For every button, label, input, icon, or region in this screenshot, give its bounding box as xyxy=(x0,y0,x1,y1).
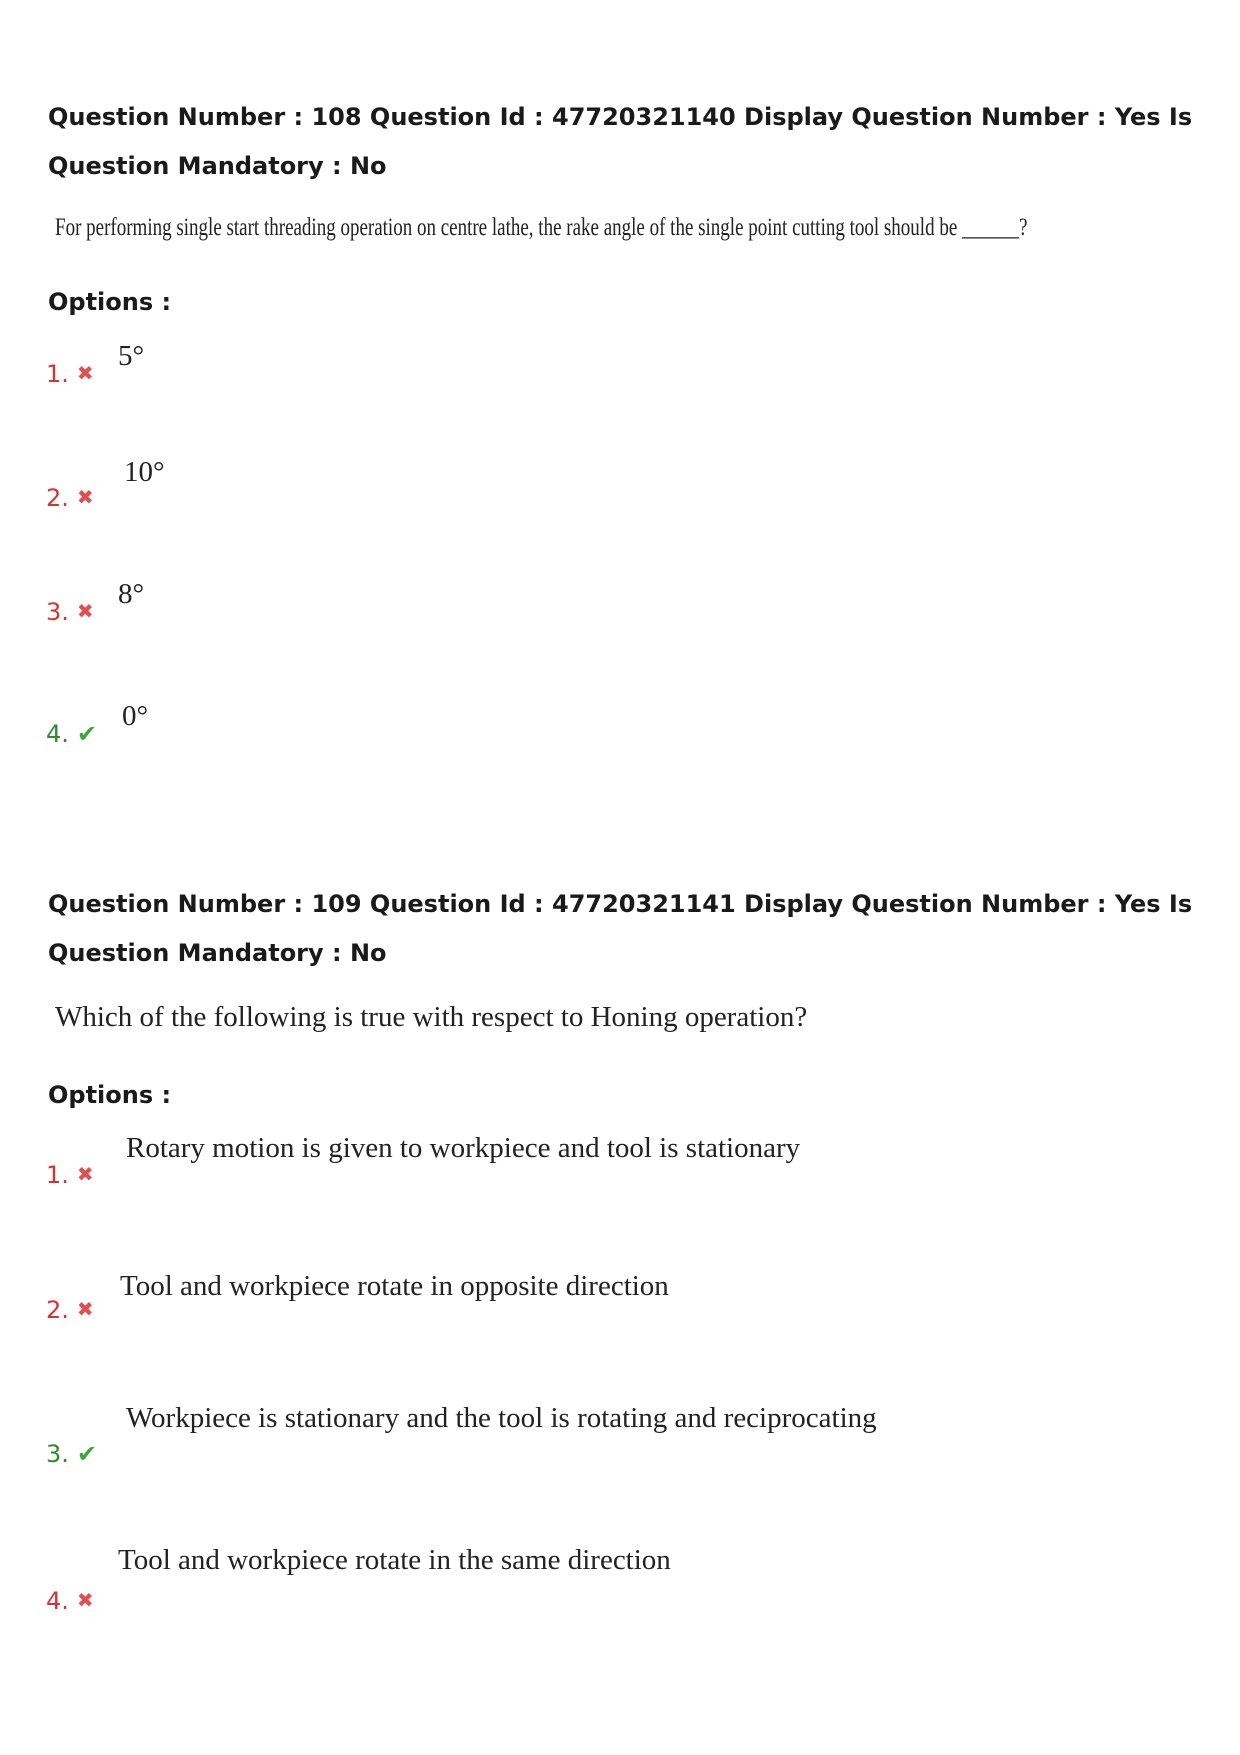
option-text: 0° xyxy=(122,700,149,732)
correct-answer-icon: ✔ xyxy=(76,1440,98,1468)
option-number: 2. ✖ xyxy=(46,1296,94,1324)
wrong-answer-icon: ✖ xyxy=(76,1162,94,1186)
option-number: 1. ✖ xyxy=(46,1161,94,1189)
option-number: 4. ✔ xyxy=(46,720,98,748)
correct-answer-icon: ✔ xyxy=(76,720,98,748)
option-text: 10° xyxy=(124,456,165,488)
option-number: 1. ✖ xyxy=(46,360,94,388)
option-text: Rotary motion is given to workpiece and tool is stationary xyxy=(126,1132,801,1164)
option-number: 2. ✖ xyxy=(46,484,94,512)
option-number: 4. ✖ xyxy=(46,1587,94,1615)
option-text: Tool and workpiece rotate in the same direction xyxy=(118,1544,671,1576)
option-text: 8° xyxy=(118,578,145,610)
option-text: 5° xyxy=(118,340,145,372)
wrong-answer-icon: ✖ xyxy=(76,599,94,623)
option-text: Tool and workpiece rotate in opposite direction xyxy=(120,1270,669,1302)
question-text: Which of the following is true with respect to Honing operation? xyxy=(55,1001,808,1033)
wrong-answer-icon: ✖ xyxy=(76,1588,94,1612)
option-number: 3. ✔ xyxy=(46,1440,98,1468)
question-header: Question Number : 109 Question Id : 47720321141 Display Question Number : Yes Is Question Mandatory : No xyxy=(48,890,1193,967)
question-header: Question Number : 108 Question Id : 47720321140 Display Question Number : Yes Is Question Mandatory : No xyxy=(48,103,1193,180)
wrong-answer-icon: ✖ xyxy=(76,361,94,385)
options-label: Options : xyxy=(48,288,172,316)
question-text: For performing single start threading operation on centre lathe, the rake angle of the single point cutting tool should be ______? xyxy=(55,214,1028,241)
option-number: 3. ✖ xyxy=(46,598,94,626)
option-text: Workpiece is stationary and the tool is rotating and reciprocating xyxy=(126,1402,877,1434)
options-label: Options : xyxy=(48,1081,172,1109)
wrong-answer-icon: ✖ xyxy=(76,1297,94,1321)
wrong-answer-icon: ✖ xyxy=(76,485,94,509)
